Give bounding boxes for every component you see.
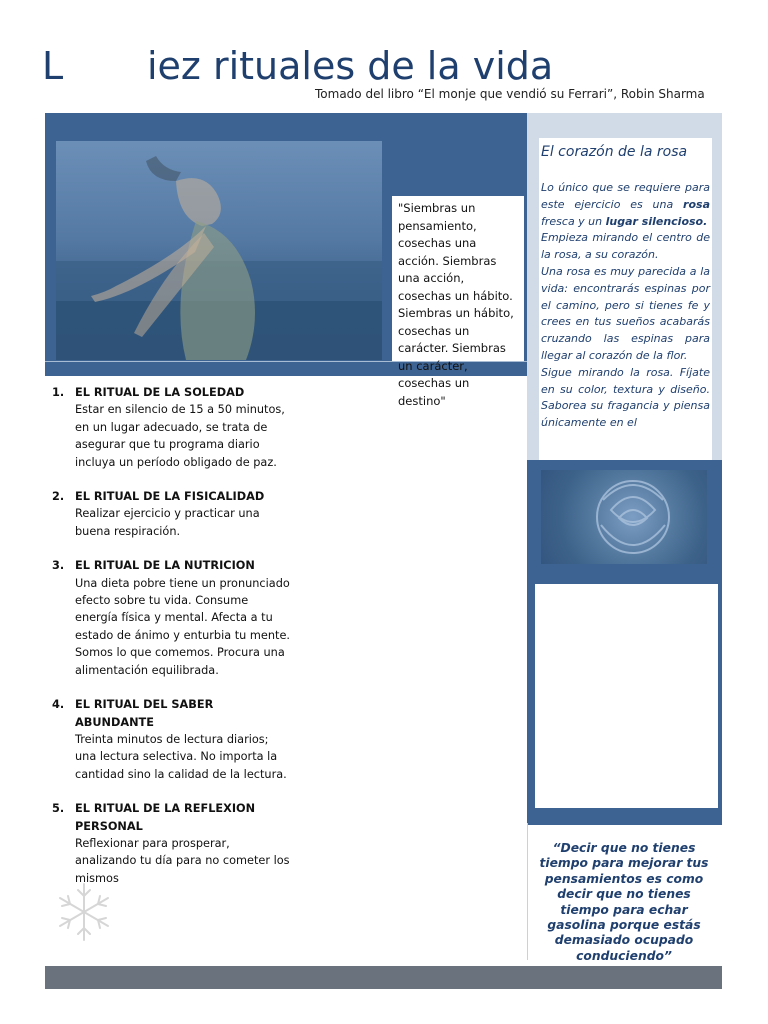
list-item [52,696,292,783]
rose-p1-a: Lo único que se requiere para este ejercicio es una [541,181,710,211]
item-number: 5. [52,802,65,816]
item-number: 4. [52,698,65,712]
sidebar-divider [527,823,528,960]
rose-icon [541,470,707,564]
hero-quote: "Siembras un pensamiento, cosechas una acción. Siembras una acción, cosechas un hábito. Siembras un hábito, cosechas un carácter. Siembras un carácter, cosechas un destino" [398,201,514,408]
title-initial: L [42,44,64,88]
rose-article [539,138,712,460]
rose-p4: Sigue mirando la rosa. Fíjate en su color, textura y diseño. Saborea su fragancia y piensa únicamente en el [541,365,710,430]
item-text: Una dieta pobre tiene un pronunciado efecto sobre tu vida. Consume energía física y mental. Afecta a tu estado de ánimo y enturbia tu mente. Somos lo que comemos. Procura una alimentación equilibrada. [75,576,291,677]
item-text: Treinta minutos de lectura diarios; una lectura selectiva. No importa la cantidad sino la calidad de la lectura. [75,732,287,781]
hero-photo [56,141,382,360]
item-text: Reflexionar para prosperar, analizando tu día para no cometer los mismos [75,836,290,885]
item-number: 2. [52,490,65,504]
rose-image [541,470,707,564]
item-title: EL RITUAL DE LA SOLEDAD [75,386,245,399]
item-title: EL RITUAL DE LA REFLEXION PERSONAL [75,802,256,833]
woman-arms-open-image [56,141,382,360]
list-item [52,800,292,887]
blank-panel [535,584,718,808]
item-text: Realizar ejercicio y practicar una buena respiración. [75,507,260,538]
rose-p1-c: fresca y un [541,214,606,228]
rose-p3: Una rosa es muy parecida a la vida: encontrarás espinas por el camino, pero si tienes fe y crees en tus sueños acabarás cruzando las espinas para llegar al corazón de la flor. [541,264,710,362]
item-number: 3. [52,559,65,573]
rose-p1-b: rosa [683,197,710,211]
list-item [52,557,292,679]
rose-text [541,180,710,432]
page-title: iez rituales de la vida [147,44,554,88]
item-title: EL RITUAL DE LA NUTRICION [75,559,255,573]
rituals-list [52,384,292,904]
rose-title: El corazón de la rosa [541,144,688,160]
rose-p2: Empieza mirando el centro de la rosa, a su corazón. [541,231,710,262]
bottom-quote: “Decir que no tienes tiempo para mejorar tus pensamientos es como decir que no tienes tiempo para echar gasolina porque estás demasiado ocupado conduciendo” [539,841,709,963]
list-item [52,488,292,540]
page-subtitle: Tomado del libro “El monje que vendió su Ferrari”, Robin Sharma [315,87,705,101]
snowflake-icon [52,880,116,944]
hero-quote-box [392,196,524,408]
footer-bar [45,966,722,989]
item-title: EL RITUAL DEL SABER ABUNDANTE [75,698,214,729]
list-item [52,384,292,471]
item-title: EL RITUAL DE LA FISICALIDAD [75,490,265,504]
item-text: Estar en silencio de 15 a 50 minutos, en un lugar adecuado, se trata de asegurar que tu programa diario incluya un período obligado de paz. [75,403,285,469]
rose-p1-d: lugar silencioso. [605,214,708,228]
item-number: 1. [52,386,65,399]
